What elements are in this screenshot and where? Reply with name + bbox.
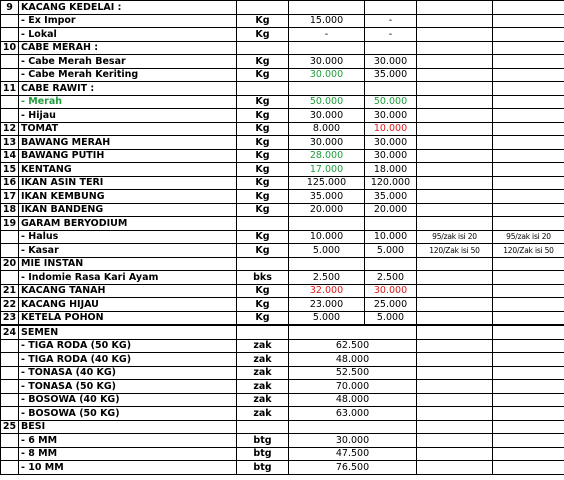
note-cell-1[interactable] [417,68,493,82]
price-cell-1[interactable]: 8.000 [289,122,365,136]
empty-cell[interactable] [417,434,493,448]
unit-cell[interactable]: btg [237,447,289,461]
empty-cell[interactable] [493,366,564,380]
table-row [1,447,564,461]
price-cell-2[interactable]: 2.500 [365,271,417,285]
row-number-cell[interactable] [1,68,19,82]
price-cell-1[interactable]: 20.000 [289,203,365,217]
unit-cell[interactable]: Kg [237,230,289,244]
unit-cell[interactable]: Kg [237,95,289,109]
table-row [1,41,564,55]
price-cell-1[interactable]: 50.000 [289,95,365,109]
note-cell-2[interactable] [493,217,564,231]
note-cell-2[interactable] [493,95,564,109]
unit-cell[interactable]: zak [237,366,289,380]
unit-cell[interactable] [237,1,289,15]
note-cell-2[interactable] [493,14,564,28]
row-number-cell[interactable]: 13 [1,136,19,150]
item-name-cell[interactable]: - Ex Impor [19,14,237,28]
price-cell-1[interactable]: 17.000 [289,163,365,177]
table-row [1,55,564,69]
price-cell-1[interactable]: 30.000 [289,136,365,150]
price-cell-2[interactable] [365,1,417,15]
item-name-cell[interactable]: - BOSOWA (50 KG) [19,407,237,421]
note-cell-2[interactable] [493,190,564,204]
price-cell-2[interactable]: 20.000 [365,203,417,217]
item-name-cell[interactable]: KACANG KEDELAI : [19,1,237,15]
price-cell-1[interactable]: 15.000 [289,14,365,28]
note-cell-1[interactable] [417,55,493,69]
unit-cell[interactable]: Kg [237,68,289,82]
unit-cell[interactable]: Kg [237,149,289,163]
note-cell-2[interactable] [493,176,564,190]
unit-cell[interactable] [237,257,289,271]
note-cell-1[interactable] [417,298,493,312]
note-cell-2[interactable] [493,28,564,42]
note-cell-2[interactable] [493,203,564,217]
note-cell-1[interactable]: 120/Zak isi 50 [417,244,493,258]
item-name-cell[interactable]: CABE RAWIT : [19,82,237,96]
row-number-cell[interactable] [1,366,19,380]
row-number-cell[interactable] [1,95,19,109]
price-cell-2[interactable]: 30.000 [365,55,417,69]
unit-cell[interactable]: bks [237,271,289,285]
row-number-cell[interactable]: 19 [1,217,19,231]
note-cell-2[interactable] [493,163,564,177]
unit-cell[interactable] [237,82,289,96]
note-cell-2[interactable] [493,41,564,55]
row-number-cell[interactable] [1,28,19,42]
row-number-cell[interactable]: 22 [1,298,19,312]
item-name-cell[interactable]: - Merah [19,95,237,109]
price-cell-1[interactable]: 35.000 [289,190,365,204]
table-row [1,353,564,367]
row-number-cell[interactable] [1,339,19,353]
price-cell[interactable]: 63.000 [289,407,417,421]
row-number-cell[interactable] [1,271,19,285]
note-cell-2[interactable] [493,55,564,69]
empty-cell[interactable] [493,447,564,461]
item-name-cell[interactable]: CABE MERAH : [19,41,237,55]
item-name-cell[interactable]: BESI [19,420,237,434]
note-cell-2[interactable] [493,136,564,150]
unit-cell[interactable]: Kg [237,55,289,69]
row-number-cell[interactable]: 21 [1,284,19,298]
table-row [1,82,564,96]
note-cell-1[interactable] [417,163,493,177]
unit-cell[interactable] [237,217,289,231]
table-row [1,1,564,15]
price-cell-2[interactable]: 35.000 [365,68,417,82]
unit-cell[interactable]: Kg [237,136,289,150]
unit-cell[interactable]: zak [237,380,289,394]
item-name-cell[interactable]: - Cabe Merah Besar [19,55,237,69]
item-name-cell[interactable]: KACANG TANAH [19,284,237,298]
empty-cell[interactable] [493,353,564,367]
table-row [1,217,564,231]
empty-cell[interactable] [493,325,564,339]
table-row [1,176,564,190]
table-row [1,257,564,271]
item-name-cell[interactable]: TOMAT [19,122,237,136]
empty-cell[interactable] [417,407,493,421]
table-row [1,136,564,150]
row-number-cell[interactable] [1,353,19,367]
unit-cell[interactable] [237,420,289,434]
table-row [1,95,564,109]
item-name-cell[interactable]: - Lokal [19,28,237,42]
row-number-cell[interactable] [1,447,19,461]
item-name-cell[interactable]: - Halus [19,230,237,244]
item-name-cell[interactable]: IKAN BANDENG [19,203,237,217]
table-row [1,190,564,204]
unit-cell[interactable]: Kg [237,122,289,136]
unit-cell[interactable] [237,41,289,55]
table-row [1,420,564,434]
price-cell-2[interactable]: 30.000 [365,109,417,123]
item-name-cell[interactable]: - 6 MM [19,434,237,448]
price-cell-2[interactable]: 5.000 [365,244,417,258]
item-name-cell[interactable]: - TONASA (50 KG) [19,380,237,394]
unit-cell[interactable]: Kg [237,176,289,190]
note-cell-2[interactable] [493,271,564,285]
item-name-cell[interactable]: - BOSOWA (40 KG) [19,393,237,407]
note-cell-1[interactable] [417,176,493,190]
price-cell-1[interactable] [289,41,365,55]
note-cell-2[interactable] [493,311,564,325]
table-row [1,339,564,353]
table-row [1,230,564,244]
empty-cell[interactable] [417,461,493,475]
unit-cell[interactable]: Kg [237,109,289,123]
empty-cell[interactable] [417,420,493,434]
row-number-cell[interactable]: 17 [1,190,19,204]
item-name-cell[interactable]: - 10 MM [19,461,237,475]
price-cell-1[interactable]: 2.500 [289,271,365,285]
note-cell-1[interactable] [417,149,493,163]
note-cell-2[interactable] [493,1,564,15]
item-name-cell[interactable]: GARAM BERYODIUM [19,217,237,231]
table-row [1,271,564,285]
unit-cell[interactable]: Kg [237,190,289,204]
row-number-cell[interactable]: 9 [1,1,19,15]
price-cell-1[interactable]: 28.000 [289,149,365,163]
row-number-cell[interactable] [1,55,19,69]
price-cell-2[interactable] [365,41,417,55]
item-name-cell[interactable]: - 8 MM [19,447,237,461]
unit-cell[interactable]: Kg [237,14,289,28]
price-cell-2[interactable]: - [365,14,417,28]
price-cell-2[interactable]: 30.000 [365,149,417,163]
empty-cell[interactable] [493,434,564,448]
note-cell-2[interactable] [493,284,564,298]
row-number-cell[interactable] [1,244,19,258]
row-number-cell[interactable] [1,393,19,407]
empty-cell[interactable] [493,393,564,407]
note-cell-2[interactable] [493,257,564,271]
unit-cell[interactable]: zak [237,393,289,407]
price-cell-1[interactable]: 5.000 [289,244,365,258]
table-row [1,203,564,217]
unit-cell[interactable]: zak [237,407,289,421]
table-row [1,366,564,380]
unit-cell[interactable]: zak [237,353,289,367]
note-cell-1[interactable] [417,311,493,325]
table-row [1,380,564,394]
unit-cell[interactable]: btg [237,461,289,475]
note-cell-1[interactable] [417,284,493,298]
price-cell-2[interactable] [365,257,417,271]
price-cell-2[interactable]: 30.000 [365,284,417,298]
item-name-cell[interactable]: BAWANG PUTIH [19,149,237,163]
unit-cell[interactable]: Kg [237,28,289,42]
note-cell-1[interactable]: 95/zak isi 20 [417,230,493,244]
price-cell-1[interactable]: 125.000 [289,176,365,190]
note-cell-1[interactable] [417,257,493,271]
note-cell-1[interactable] [417,190,493,204]
note-cell-1[interactable] [417,82,493,96]
unit-cell[interactable]: btg [237,434,289,448]
price-cell-2[interactable] [365,82,417,96]
note-cell-1[interactable] [417,109,493,123]
empty-cell[interactable] [493,461,564,475]
price-cell-1[interactable]: 23.000 [289,298,365,312]
note-cell-1[interactable] [417,95,493,109]
empty-cell[interactable] [417,366,493,380]
price-cell-2[interactable]: 35.000 [365,190,417,204]
table-row [1,393,564,407]
price-cell-1[interactable]: 30.000 [289,55,365,69]
price-cell[interactable]: 62.500 [289,339,417,353]
note-cell-1[interactable] [417,41,493,55]
row-number-cell[interactable] [1,407,19,421]
price-cell-2[interactable] [365,217,417,231]
price-cell-1[interactable]: 30.000 [289,109,365,123]
table-row [1,14,564,28]
price-cell-2[interactable]: 30.000 [365,136,417,150]
price-cell-1[interactable] [289,1,365,15]
unit-cell[interactable]: Kg [237,311,289,325]
row-number-cell[interactable] [1,109,19,123]
row-number-cell[interactable]: 16 [1,176,19,190]
item-name-cell[interactable]: - TIGA RODA (40 KG) [19,353,237,367]
row-number-cell[interactable]: 14 [1,149,19,163]
row-number-cell[interactable]: 18 [1,203,19,217]
price-cell-1[interactable] [289,82,365,96]
table-row [1,407,564,421]
price-cell-2[interactable]: - [365,28,417,42]
note-cell-2[interactable]: 95/zak isi 20 [493,230,564,244]
price-cell-2[interactable]: 10.000 [365,230,417,244]
table-row [1,284,564,298]
row-number-cell[interactable]: 11 [1,82,19,96]
note-cell-1[interactable] [417,271,493,285]
note-cell-1[interactable] [417,28,493,42]
item-name-cell[interactable]: SEMEN [19,325,237,339]
empty-cell[interactable] [417,380,493,394]
note-cell-2[interactable] [493,109,564,123]
item-name-cell[interactable]: - Indomie Rasa Kari Ayam [19,271,237,285]
table-row [1,244,564,258]
table-row [1,163,564,177]
row-number-cell[interactable]: 23 [1,311,19,325]
price-cell[interactable]: 48.000 [289,353,417,367]
empty-cell[interactable] [493,407,564,421]
price-cell[interactable]: 30.000 [289,434,417,448]
row-number-cell[interactable]: 25 [1,420,19,434]
empty-cell[interactable] [417,447,493,461]
price-cell-2[interactable]: 50.000 [365,95,417,109]
item-name-cell[interactable]: - Kasar [19,244,237,258]
table-row [1,68,564,82]
empty-cell[interactable] [417,353,493,367]
price-cell[interactable]: 76.500 [289,461,417,475]
price-cell[interactable]: 70.000 [289,380,417,394]
item-name-cell[interactable]: MIE INSTAN [19,257,237,271]
item-name-cell[interactable]: IKAN ASIN TERI [19,176,237,190]
item-name-cell[interactable]: BAWANG MERAH [19,136,237,150]
unit-cell[interactable]: Kg [237,284,289,298]
price-cell[interactable] [289,420,417,434]
table-row [1,28,564,42]
price-cell-2[interactable]: 5.000 [365,311,417,325]
note-cell-2[interactable] [493,68,564,82]
price-cell-1[interactable] [289,217,365,231]
table-row [1,434,564,448]
note-cell-2[interactable]: 120/Zak isi 50 [493,244,564,258]
unit-cell[interactable]: Kg [237,203,289,217]
row-number-cell[interactable]: 15 [1,163,19,177]
table-row [1,109,564,123]
note-cell-1[interactable] [417,14,493,28]
row-number-cell[interactable]: 12 [1,122,19,136]
table-row [1,122,564,136]
unit-cell[interactable]: zak [237,339,289,353]
empty-cell[interactable] [417,339,493,353]
row-number-cell[interactable]: 20 [1,257,19,271]
note-cell-1[interactable] [417,1,493,15]
item-name-cell[interactable]: IKAN KEMBUNG [19,190,237,204]
price-cell-1[interactable]: 30.000 [289,68,365,82]
price-cell[interactable]: 48.000 [289,393,417,407]
table-row [1,461,564,475]
item-name-cell[interactable]: - Cabe Merah Keriting [19,68,237,82]
price-cell-1[interactable]: 10.000 [289,230,365,244]
price-cell-1[interactable] [289,257,365,271]
price-cell-2[interactable]: 25.000 [365,298,417,312]
row-number-cell[interactable]: 10 [1,41,19,55]
row-number-cell[interactable] [1,434,19,448]
empty-cell[interactable] [493,380,564,394]
price-cell-2[interactable]: 10.000 [365,122,417,136]
unit-cell[interactable] [237,325,289,339]
row-number-cell[interactable] [1,461,19,475]
unit-cell[interactable]: Kg [237,298,289,312]
item-name-cell[interactable]: KACANG HIJAU [19,298,237,312]
price-cell-1[interactable]: - [289,28,365,42]
note-cell-2[interactable] [493,82,564,96]
unit-cell[interactable]: Kg [237,244,289,258]
row-number-cell[interactable]: 24 [1,325,19,339]
item-name-cell[interactable]: KENTANG [19,163,237,177]
empty-cell[interactable] [493,420,564,434]
item-name-cell[interactable]: - Hijau [19,109,237,123]
unit-cell[interactable]: Kg [237,163,289,177]
note-cell-1[interactable] [417,136,493,150]
empty-cell[interactable] [417,393,493,407]
price-cell[interactable]: 47.500 [289,447,417,461]
table-row [1,149,564,163]
item-name-cell[interactable]: - TONASA (40 KG) [19,366,237,380]
note-cell-2[interactable] [493,149,564,163]
row-number-cell[interactable] [1,14,19,28]
item-name-cell[interactable]: KETELA POHON [19,311,237,325]
price-cell-1[interactable]: 5.000 [289,311,365,325]
empty-cell[interactable] [417,325,493,339]
row-number-cell[interactable] [1,380,19,394]
price-cell[interactable]: 52.500 [289,366,417,380]
empty-cell[interactable] [493,339,564,353]
price-cell[interactable] [289,325,417,339]
note-cell-1[interactable] [417,217,493,231]
price-cell-2[interactable]: 120.000 [365,176,417,190]
note-cell-1[interactable] [417,203,493,217]
table-row [1,325,564,339]
row-number-cell[interactable] [1,230,19,244]
table-row [1,311,564,325]
price-cell-1[interactable]: 32.000 [289,284,365,298]
note-cell-1[interactable] [417,122,493,136]
price-cell-2[interactable]: 18.000 [365,163,417,177]
note-cell-2[interactable] [493,298,564,312]
item-name-cell[interactable]: - TIGA RODA (50 KG) [19,339,237,353]
table-row [1,298,564,312]
note-cell-2[interactable] [493,122,564,136]
